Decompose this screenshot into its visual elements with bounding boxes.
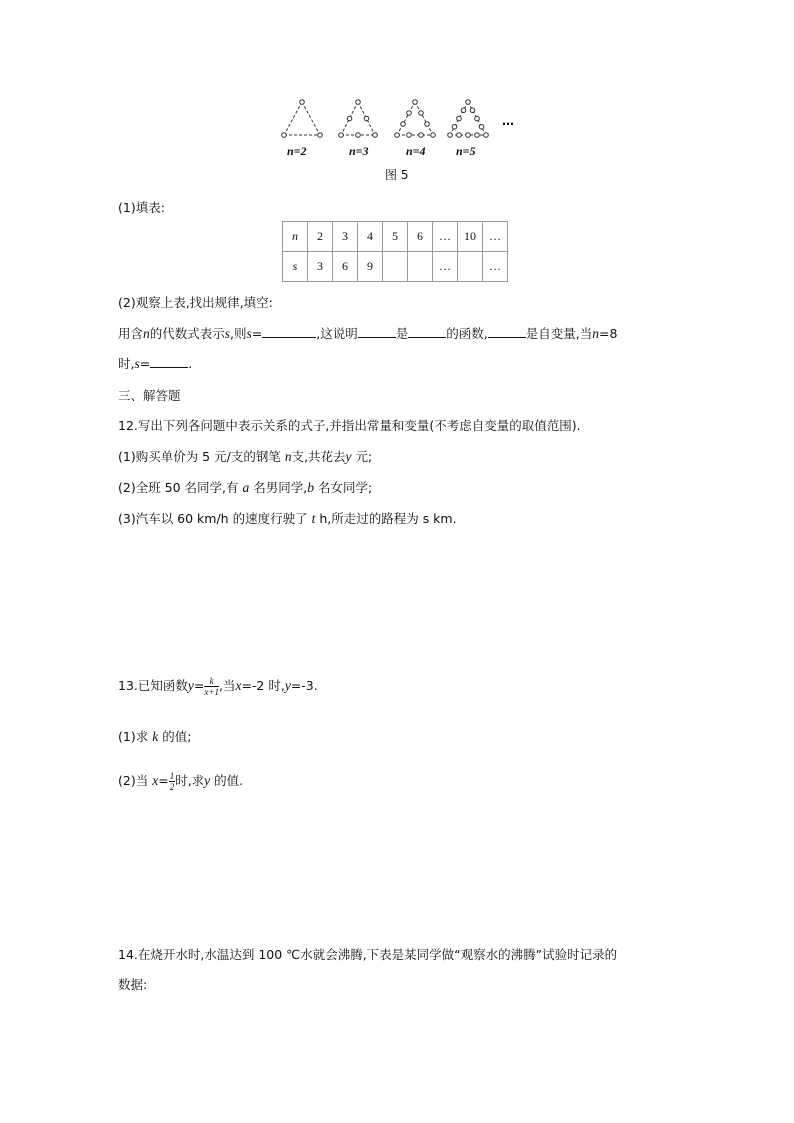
triangle-n2: [282, 100, 323, 138]
answer-blank[interactable]: [408, 325, 446, 338]
table-cell: 5: [383, 222, 408, 252]
fig-label-n4: n=4: [406, 144, 426, 158]
table-cell: 3: [308, 252, 333, 282]
table-cell: …: [483, 222, 508, 252]
triangle-n4: [395, 100, 436, 138]
table-cell-empty[interactable]: [383, 252, 408, 282]
q11-part2: (2)观察上表,找出规律,填空:: [118, 295, 273, 310]
fill-table: [282, 221, 508, 282]
table-cell-empty[interactable]: [458, 252, 483, 282]
q14-line2: 数据:: [118, 977, 148, 992]
q14-line1: 14.在烧开水时,水温达到 100 ℃水就会沸腾,下表是某同学做“观察水的沸腾”试验时记录的: [118, 947, 618, 962]
q11-part1: (1)填表:: [118, 200, 165, 215]
fig-ellipsis: …: [502, 114, 514, 128]
q13-part1: (1)求 k 的值;: [118, 729, 192, 744]
table-cell: 3: [333, 222, 358, 252]
answer-blank[interactable]: [150, 355, 188, 368]
triangle-pattern-figure: [270, 92, 530, 162]
table-row-n: [283, 222, 508, 252]
q13-stem: 13.已知函数y= $\frac{k}{x+1}$ ,当x=-2 时,y=-3.: [118, 675, 318, 697]
q12-part1: (1)购买单价为 5 元/支的钢笔 n支,共花去y 元;: [118, 449, 373, 464]
figure-caption: 图 5: [385, 168, 409, 182]
q13-part2: (2)当 x= $\frac{1}{2}$ 时,求y 的值.: [118, 770, 244, 792]
triangle-n5: [448, 100, 489, 138]
table-cell-empty[interactable]: [408, 252, 433, 282]
table-cell: 2: [308, 222, 333, 252]
table-cell: 6: [408, 222, 433, 252]
table-cell: s: [283, 252, 308, 282]
table-cell: n: [283, 222, 308, 252]
table-cell: 6: [333, 252, 358, 282]
q11-line1: 用含n的代数式表示s,则s= ,这说明 是 的函数, 是自变量,当n=8: [118, 326, 618, 341]
answer-blank[interactable]: [358, 325, 396, 338]
section-title: 三、解答题: [118, 388, 181, 403]
q12-part3: (3)汽车以 60 km/h 的速度行驶了 t h,所走过的路程为 s km.: [118, 511, 457, 526]
fraction: $\frac{1}{2}$: [169, 770, 175, 792]
table-cell: …: [433, 222, 458, 252]
table-cell: …: [483, 252, 508, 282]
table-cell: 4: [358, 222, 383, 252]
fraction: $\frac{k}{x+1}$: [204, 675, 219, 697]
fig-label-n3: n=3: [349, 144, 369, 158]
table-cell: …: [433, 252, 458, 282]
triangle-n3: [339, 100, 378, 138]
answer-blank[interactable]: [488, 325, 526, 338]
fig-label-n5: n=5: [456, 144, 476, 158]
answer-blank[interactable]: [262, 325, 316, 338]
table-row-s: [283, 252, 508, 282]
table-cell: 10: [458, 222, 483, 252]
fig-label-n2: n=2: [287, 144, 307, 158]
table-cell: 9: [358, 252, 383, 282]
q12-stem: 12.写出下列各问题中表示关系的式子,并指出常量和变量(不考虑自变量的取值范围).: [118, 418, 581, 433]
q11-line2: 时,s= .: [118, 356, 193, 371]
q12-part2: (2)全班 50 名同学,有 a 名男同学,b 名女同学;: [118, 480, 373, 495]
